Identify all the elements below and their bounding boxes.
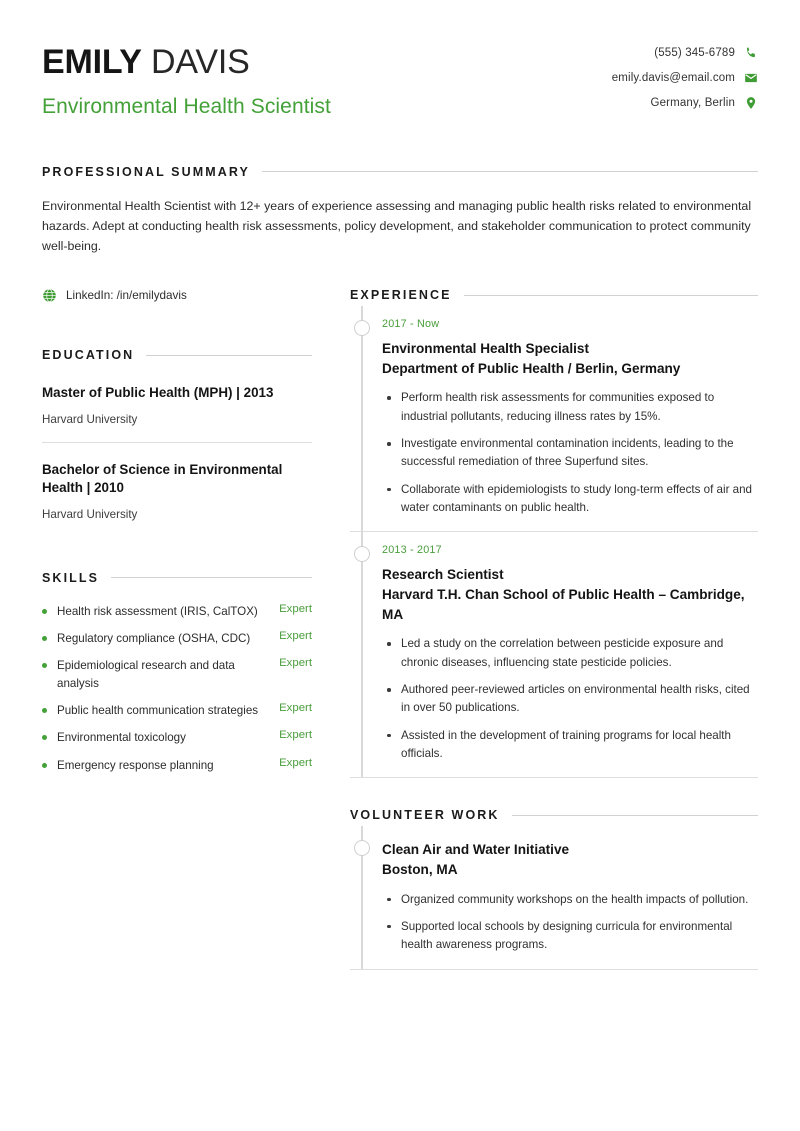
skill-level: Expert — [279, 756, 312, 769]
education-item — [42, 442, 312, 537]
education-item — [42, 366, 312, 442]
volunteer-item — [350, 826, 758, 968]
linkedin-link[interactable] — [42, 288, 312, 303]
experience-item — [350, 306, 758, 531]
bullet-dot-icon — [42, 708, 47, 713]
skill-item — [42, 598, 312, 625]
bullet-item: Organized community workshops on the health impacts of pollution. — [382, 891, 758, 909]
volunteer-bullets — [382, 891, 758, 955]
timeline-dot-icon — [354, 320, 370, 336]
experience-section — [350, 288, 758, 778]
skill-level: Expert — [279, 602, 312, 615]
contact-location-text: Germany, Berlin — [650, 97, 735, 109]
column-gap — [312, 288, 350, 970]
bullet-item: Authored peer-reviewed articles on environmental health risks, cited in over 50 publications. — [382, 681, 758, 718]
heading-rule — [262, 171, 758, 172]
experience-org: Harvard T.H. Chan School of Public Health – Cambridge, MA — [382, 586, 745, 622]
bullet-dot-icon — [42, 735, 47, 740]
skill-name: Epidemiological research and data analysis — [57, 659, 235, 690]
section-divider — [350, 777, 758, 778]
full-name — [42, 44, 331, 81]
contact-phone[interactable] — [654, 46, 758, 60]
job-title: Environmental Health Scientist — [42, 94, 331, 118]
bullet-dot-icon — [42, 763, 47, 768]
education-section-header — [42, 348, 312, 362]
main-column — [350, 288, 758, 970]
skill-item — [42, 697, 312, 724]
bullet-dot-icon — [42, 663, 47, 668]
volunteer-role: Clean Air and Water Initiative — [382, 842, 570, 858]
education-heading: EDUCATION — [42, 348, 135, 362]
experience-dates: 2013 - 2017 — [382, 544, 442, 557]
volunteer-section-header — [350, 808, 758, 822]
resume-header — [42, 42, 758, 119]
skill-item — [42, 652, 312, 697]
timeline-dot-icon — [354, 840, 370, 856]
volunteer-org: Boston, MA — [382, 861, 458, 877]
experience-section-header — [350, 288, 758, 302]
professional-summary-section — [42, 165, 758, 256]
sidebar-column — [42, 288, 312, 970]
skill-level: Expert — [279, 629, 312, 642]
contact-phone-text: (555) 345-6789 — [654, 47, 735, 59]
education-section — [42, 348, 312, 537]
heading-rule — [111, 577, 312, 578]
last-name: DAVIS — [151, 43, 250, 81]
experience-bullets — [382, 635, 758, 763]
education-degree: Master of Public Health (MPH) | 2013 — [42, 385, 274, 400]
skill-name: Regulatory compliance (OSHA, CDC) — [57, 631, 251, 645]
bullet-item: Investigate environmental contamination incidents, leading to the successful remediation of three Superfund sites. — [382, 435, 758, 472]
volunteer-section — [350, 808, 758, 969]
email-icon — [744, 71, 758, 85]
skills-list — [42, 598, 312, 780]
globe-icon — [42, 288, 57, 303]
summary-section-header — [42, 165, 758, 179]
phone-icon — [744, 46, 758, 60]
skill-item — [42, 724, 312, 751]
skills-section — [42, 571, 312, 780]
volunteer-heading: VOLUNTEER WORK — [350, 808, 500, 823]
experience-bullets — [382, 389, 758, 517]
volunteer-list — [350, 826, 758, 968]
skill-item — [42, 625, 312, 652]
heading-rule — [464, 295, 758, 296]
heading-rule — [146, 355, 312, 356]
skill-name: Environmental toxicology — [57, 731, 186, 745]
bullet-dot-icon — [42, 609, 47, 614]
experience-item — [350, 531, 758, 777]
summary-text: Environmental Health Scientist with 12+ years of experience assessing and managing public health risks related to environmental hazards. Adept at conducting health risk assessments, policy development, and stakeholder communication to protect community well-being. — [42, 198, 752, 253]
experience-role: Environmental Health Specialist — [382, 341, 589, 356]
contact-email[interactable] — [612, 71, 758, 85]
education-school: Harvard University — [42, 507, 138, 521]
heading-rule — [512, 815, 758, 816]
education-list — [42, 366, 312, 537]
skills-section-header — [42, 571, 312, 585]
experience-org: Department of Public Health / Berlin, Germany — [382, 360, 681, 376]
skill-level: Expert — [279, 729, 312, 742]
skill-name: Public health communication strategies — [57, 704, 259, 718]
skill-item — [42, 752, 312, 779]
experience-heading: EXPERIENCE — [350, 288, 452, 302]
location-pin-icon — [744, 96, 758, 110]
contact-email-text: emily.davis@email.com — [611, 72, 735, 84]
bullet-item: Led a study on the correlation between pesticide exposure and chronic diseases, influencing state pesticide policies. — [382, 635, 758, 672]
linkedin-text: LinkedIn: /in/emilydavis — [66, 289, 187, 302]
bullet-item: Perform health risk assessments for communities exposed to industrial pollutants, reducing illness rates by 15%. — [382, 389, 758, 426]
experience-role: Research Scientist — [382, 567, 504, 583]
bullet-item: Assisted in the development of training programs for local health officials. — [382, 727, 758, 764]
section-divider — [350, 969, 758, 970]
experience-list — [350, 306, 758, 777]
first-name: EMILY — [42, 43, 142, 81]
contact-location[interactable] — [651, 96, 758, 110]
experience-dates: 2017 - Now — [382, 318, 440, 330]
timeline-dot-icon — [354, 546, 370, 562]
summary-heading: PROFESSIONAL SUMMARY — [42, 164, 250, 179]
skill-name: Health risk assessment (IRIS, CalTOX) — [57, 604, 258, 618]
contact-list — [612, 42, 758, 110]
education-degree: Bachelor of Science in Environmental Health | 2010 — [42, 461, 283, 495]
bullet-item: Supported local schools by designing curricula for environmental health awareness programs. — [382, 918, 758, 955]
bullet-dot-icon — [42, 636, 47, 641]
skill-name: Emergency response planning — [57, 758, 214, 772]
skill-level: Expert — [279, 657, 312, 670]
identity-block — [42, 42, 331, 119]
skill-level: Expert — [279, 702, 312, 715]
skills-heading: SKILLS — [42, 570, 100, 585]
education-school: Harvard University — [42, 412, 138, 426]
bullet-item: Collaborate with epidemiologists to study long-term effects of air and water contaminants on public health. — [382, 481, 758, 518]
body-columns — [42, 288, 758, 970]
